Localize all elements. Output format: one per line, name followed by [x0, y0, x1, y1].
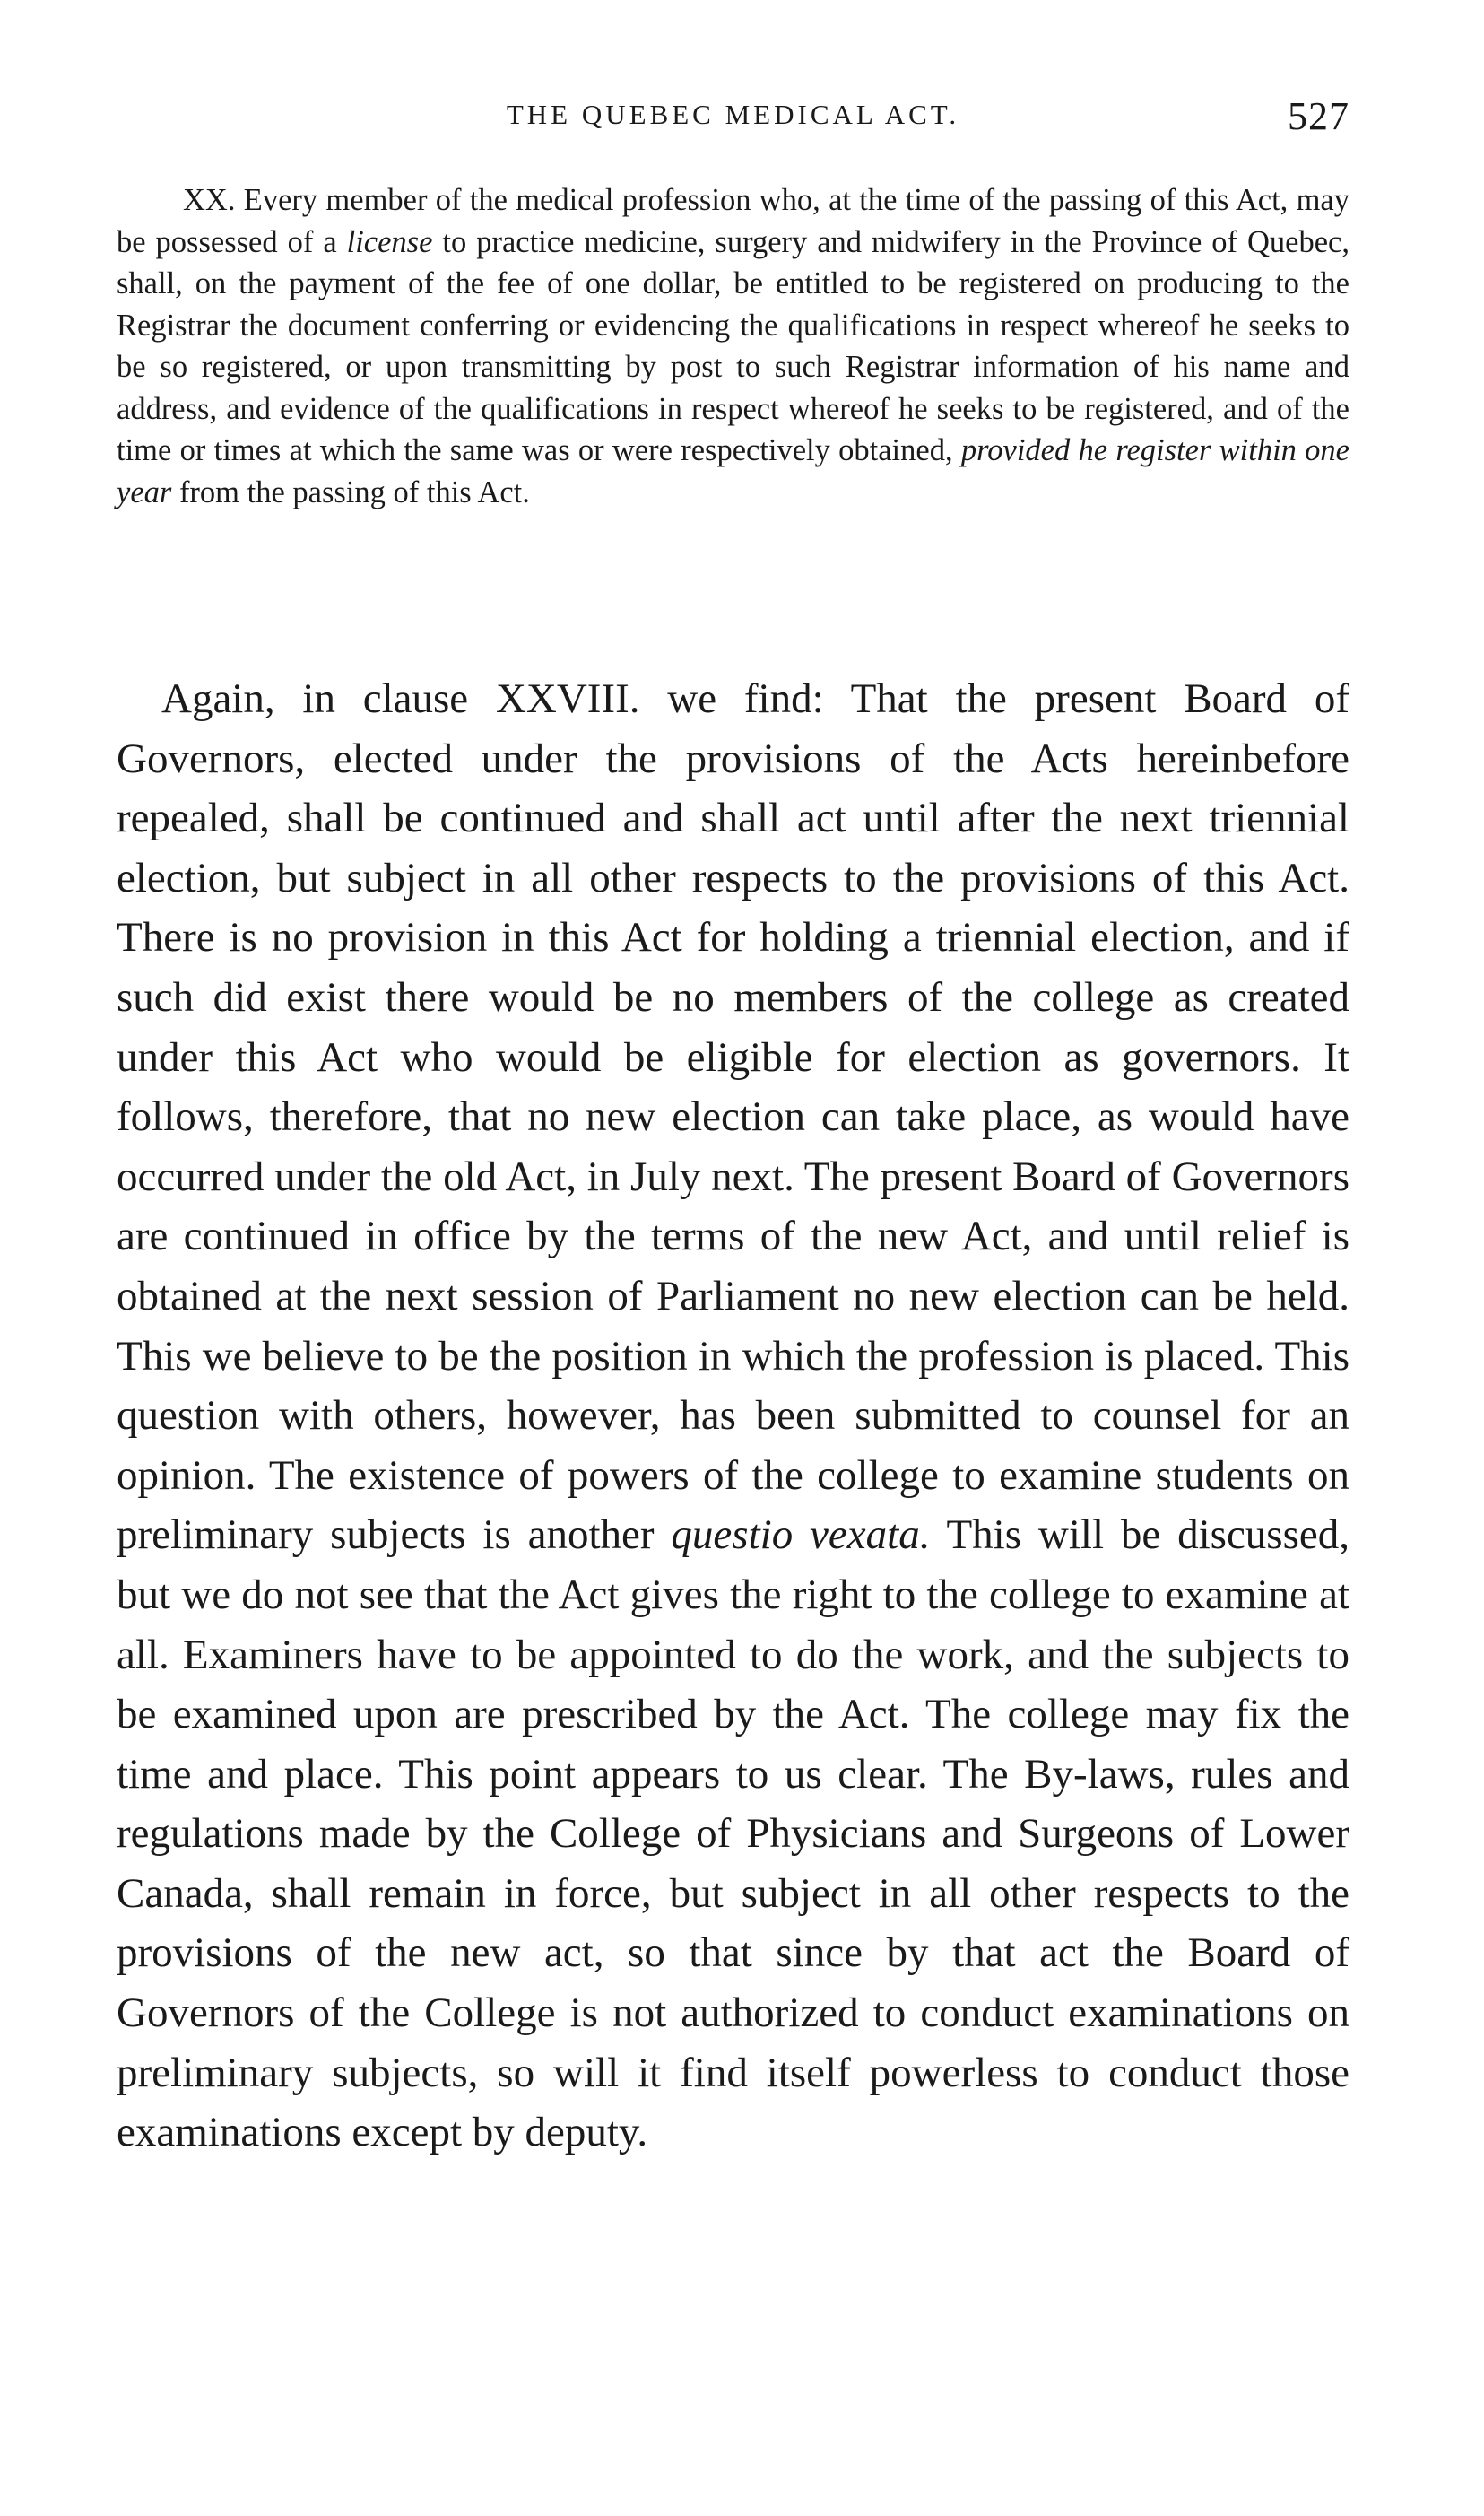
quote-italic-proviso: provided he register within one year [117, 433, 1349, 509]
quoted-statute-clause [117, 179, 1349, 513]
body-italic-questio-vexata: questio vexata. [671, 1511, 931, 1559]
running-title: THE QUEBEC MEDICAL ACT. [506, 99, 960, 130]
page-number: 527 [1288, 94, 1349, 138]
quote-text-1: XX. Every member of the medical profession who, at the time of the passing of this Act, may be possessed of a [117, 183, 1349, 259]
body-paragraph [117, 669, 1349, 2163]
quote-text-3: from the passing of this Act. [171, 474, 530, 509]
quote-text-2: to practice medicine, surgery and midwifery in the Province of Quebec, shall, on the payment of the fee of one dollar, be entitled to be registered on producing to the Registrar the document conferring or evidencing the qualifications in respect whereof he seeks to be so registered, or upon transmitting by post to such Registrar information of his name and address, and evidence of the qualifications in respect whereof he seeks to be registered, and of the time or times at which the same was or were respectively obtained, [117, 224, 1349, 467]
body-text-1: Again, in clause XXVIII. we find: That the present Board of Governors, elected under the provisions of the Acts hereinbefore repealed, shall be continued and shall act until after the next triennial election, but subject in all other respects to the provisions of this Act. There is no provision in this Act for holding a triennial election, and if such did exist there would be no members of the college as created under this Act who would be eligible for election as governors. It follows, therefore, that no new election can take place, as would have occurred under the old Act, in July next. The present Board of Governors are continued in office by the terms of the new Act, and until relief is obtained at the next session of Parliament no new election can be held. This we believe to be the position in which the profession is placed. This question with others, however, has been submitted to counsel for an opinion. The existence of powers of the college to examine students on preliminary subjects is another [117, 675, 1349, 1559]
body-text-2: This will be discussed, but we do not see that the Act gives the right to the college to examine at all. Examiners have to be appointed to do the work, and the subjects to be examined upon are prescribed by the Act. The college may fix the time and place. This point appears to us clear. The By-laws, rules and regulations made by the College of Physicians and Surgeons of Lower Canada, shall remain in force, but subject in all other respects to the provisions of the new act, so that since by that act the Board of Governors of the College is not authorized to conduct examinations on preliminary subjects, so will it find itself powerless to conduct those examinations except by deputy. [117, 1511, 1349, 2156]
page-header [117, 93, 1349, 147]
quote-italic-license: license [346, 224, 433, 259]
